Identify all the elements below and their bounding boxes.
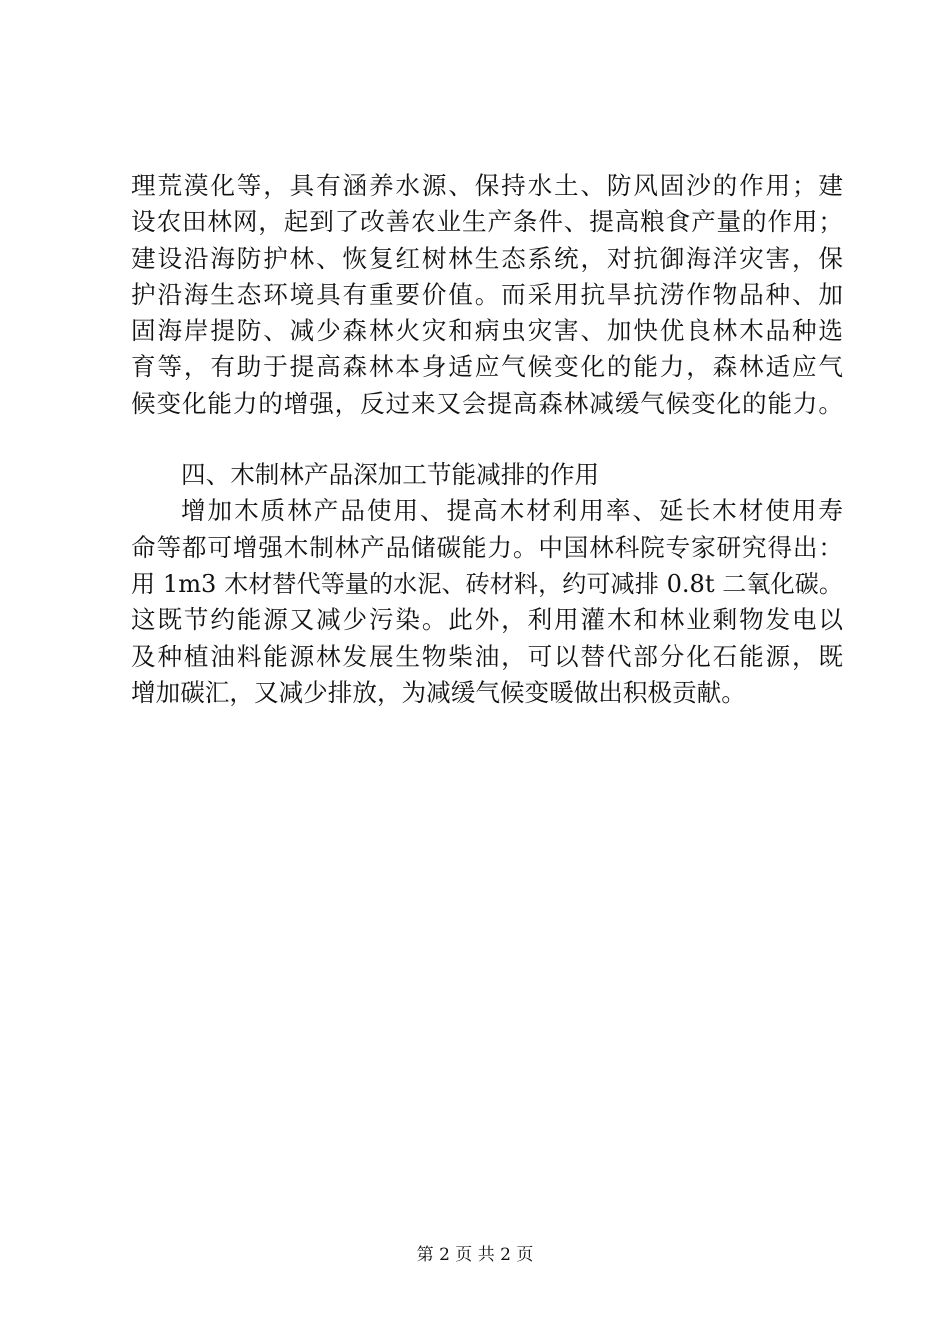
text-line: 设农田林网，起到了改善农业生产条件、提高粮食产量的作用；: [131, 207, 843, 237]
text-line: 增加木质林产品使用、提高木材利用率、延长木材使用寿: [181, 496, 843, 526]
page-number-footer: 第 2 页 共 2 页: [416, 1245, 534, 1265]
text-line: 及种植油料能源林发展生物柴油，可以替代部分化石能源，既: [131, 641, 843, 671]
text-line: 命等都可增强木制林产品储碳能力。中国林科院专家研究得出：: [131, 532, 843, 562]
paragraph-wood-products: [131, 493, 843, 711]
section-heading: 四、木制林产品深加工节能减排的作用: [181, 460, 600, 490]
document-body: [131, 168, 843, 711]
text-line: 建设沿海防护林、恢复红树林生态系统，对抗御海洋灾害，保: [131, 243, 843, 273]
text-line: 用 1m3 木材替代等量的水泥、砖材料，约可减排 0.8t 二氧化碳。: [131, 569, 843, 598]
text-line: 理荒漠化等，具有涵养水源、保持水土、防风固沙的作用；建: [131, 171, 843, 200]
text-line: 育等，有助于提高森林本身适应气候变化的能力，森林适应气: [131, 352, 843, 382]
paragraph-forest-adaptation: [131, 168, 843, 422]
text-line: 这既节约能源又减少污染。此外，利用灌木和林业剩物发电以: [131, 605, 843, 635]
text-line: 护沿海生态环境具有重要价值。而采用抗旱抗涝作物品种、加: [131, 279, 843, 309]
paragraph-spacer: [131, 422, 843, 457]
text-line: 候变化能力的增强，反过来又会提高森林减缓气候变化的能力。: [131, 388, 843, 418]
text-line: 固海岸提防、减少森林火灾和病虫灾害、加快优良林木品种选: [131, 316, 843, 346]
text-line: 增加碳汇，又减少排放，为减缓气候变暖做出积极贡献。: [131, 677, 746, 707]
